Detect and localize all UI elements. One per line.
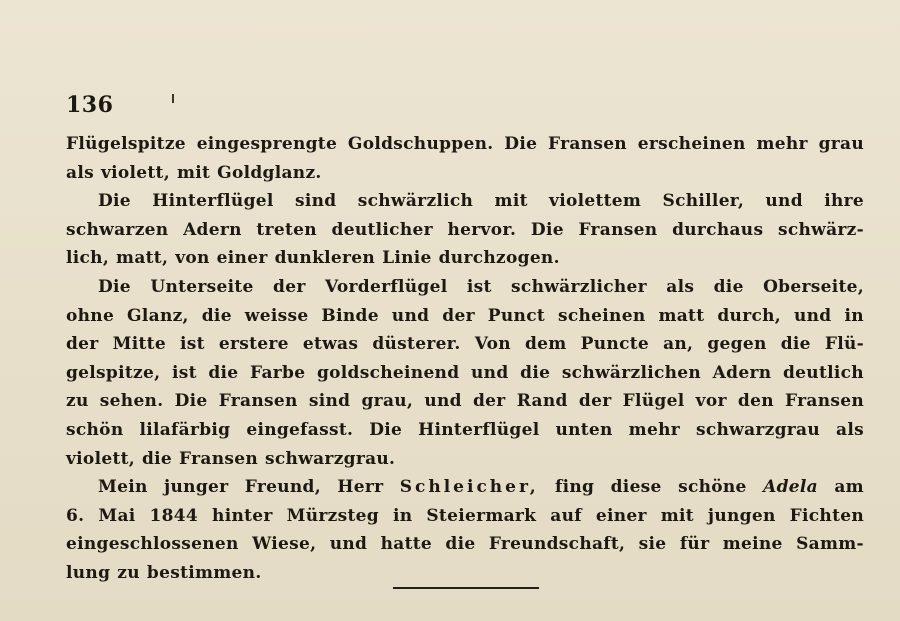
word: hervor. [447, 219, 517, 240]
word: bestimmen. [146, 562, 262, 583]
word: Fransen [179, 448, 258, 469]
word: mehr [756, 134, 808, 154]
word: Adela [763, 477, 818, 498]
word: lich, [66, 248, 110, 269]
word: Mitte [112, 334, 166, 355]
word: weisse [244, 305, 309, 326]
word: die [141, 448, 173, 469]
text-line [66, 334, 864, 363]
word: schön [66, 419, 124, 440]
word: diese [610, 477, 662, 498]
word: die [520, 362, 551, 383]
word: für [679, 534, 710, 555]
text-line [66, 220, 864, 249]
word: lung [66, 562, 111, 583]
word: Goldglanz. [217, 162, 322, 183]
word: vor [695, 391, 727, 412]
word: als [66, 162, 94, 183]
text-line [66, 277, 864, 306]
word: Flügel [622, 391, 685, 412]
word: violettem [549, 191, 642, 212]
word: auf [550, 505, 582, 526]
word: Glanz, [127, 305, 189, 326]
stray-print-mark [172, 94, 174, 103]
word: ist [180, 334, 205, 355]
word: unten [555, 419, 613, 440]
word: Hinterflügel [152, 191, 274, 212]
word: dunkleren [274, 248, 376, 269]
word: der [66, 334, 99, 355]
word: gegen [707, 334, 767, 355]
body-text [66, 134, 864, 592]
word: und [471, 362, 509, 383]
word: in [392, 505, 413, 526]
word: der [442, 305, 475, 326]
word: am [834, 477, 864, 498]
word: Goldschuppen. [347, 134, 494, 154]
word: Die [504, 134, 538, 154]
word: deutlich [783, 362, 864, 383]
word: hatte [380, 534, 432, 555]
word: schwärzlichen [561, 362, 702, 383]
word: Steiermark [426, 505, 537, 526]
word: Die [98, 191, 131, 212]
word: und [765, 191, 803, 212]
word: durch, [717, 305, 781, 326]
text-line [66, 391, 864, 420]
word: Linie [382, 248, 432, 269]
word: durchaus [672, 219, 764, 240]
word: matt, [116, 248, 169, 269]
word: mit [176, 162, 211, 183]
word: Freundschaft, [488, 534, 626, 555]
word: jungen [707, 505, 776, 526]
word: Adern [183, 219, 242, 240]
word: treten [256, 219, 317, 240]
word: Binde [321, 305, 379, 326]
word: schwärz- [777, 219, 864, 240]
word: ist [466, 276, 492, 297]
word: schwarzgrau. [265, 448, 396, 469]
word: schwarzgrau [695, 419, 821, 440]
word: durchzogen. [438, 248, 560, 269]
word: ist [171, 362, 197, 383]
word: die [208, 362, 239, 383]
word: düsterer. [372, 334, 461, 355]
word: deutlicher [331, 219, 433, 240]
word: Mein [98, 477, 148, 498]
word: einer [216, 248, 268, 269]
word: Vorderflügel [324, 276, 448, 297]
word: in [844, 305, 864, 326]
text-line [66, 248, 864, 277]
word: meine [722, 534, 783, 555]
word: schöne [678, 477, 747, 498]
word: Unterseite [150, 276, 254, 297]
word: Fransen [578, 219, 658, 240]
word: Rand [516, 391, 568, 412]
word: und [329, 534, 368, 555]
word: sind [294, 191, 337, 212]
word: mit [660, 505, 694, 526]
word: an, [663, 334, 694, 355]
word: junger [164, 477, 229, 498]
word: grau [818, 134, 864, 154]
word: Mai [98, 505, 136, 526]
word: schwarzen [66, 219, 169, 240]
section-end-rule [393, 587, 539, 589]
word: Die [369, 419, 403, 440]
text-line [66, 134, 864, 163]
word: Freund, [244, 477, 321, 498]
word: von [175, 248, 210, 269]
word: eingeschlossenen [66, 534, 239, 555]
word: lilafärbig [139, 419, 231, 440]
word: Fichten [789, 505, 864, 526]
word: Die [530, 219, 564, 240]
text-line [66, 506, 864, 535]
word: violett, [100, 162, 170, 183]
word: sehen. [99, 391, 164, 412]
word: mit [494, 191, 528, 212]
word: fing [555, 477, 595, 498]
word: schwärzlicher [511, 276, 647, 297]
text-line [66, 163, 864, 192]
word: schwärzlich [357, 191, 474, 212]
word: Hinterflügel [418, 419, 540, 440]
word: sie [638, 534, 667, 555]
text-line [66, 191, 864, 220]
word: 6. [66, 505, 85, 526]
word: hinter [212, 505, 273, 526]
word: Flügelspitze [66, 134, 186, 154]
word: erstere [218, 334, 289, 355]
word: der [578, 391, 612, 412]
word: mehr [628, 419, 680, 440]
text-line [66, 449, 864, 478]
word: Die [174, 391, 208, 412]
word: sind [308, 391, 351, 412]
word: ohne [66, 305, 115, 326]
word: Oberseite, [763, 276, 864, 297]
word: und [424, 391, 462, 412]
word: einer [595, 505, 647, 526]
word: der [473, 391, 506, 412]
word: erscheinen [637, 134, 746, 154]
word: zu [117, 562, 140, 583]
word: die [201, 305, 232, 326]
word: matt [658, 305, 705, 326]
word: goldscheinend [316, 362, 460, 383]
word: und [793, 305, 832, 326]
text-line [66, 363, 864, 392]
word: Wiese, [252, 534, 317, 555]
word: den [737, 391, 774, 412]
word: Von [474, 334, 511, 355]
word: grau, [361, 391, 414, 412]
word: ihre [824, 191, 864, 212]
word: eingefasst. [246, 419, 354, 440]
word: Mürzsteg [286, 505, 379, 526]
word: Farbe [250, 362, 306, 383]
word: Schleicher, [399, 477, 539, 498]
word: gelspitze, [66, 362, 161, 383]
text-line [66, 477, 864, 506]
word: die [713, 276, 744, 297]
word: scheinen [557, 305, 646, 326]
word: Fransen [218, 391, 298, 412]
word: Flü- [824, 334, 864, 355]
word: eingesprengte [196, 134, 338, 154]
word: Fransen [785, 391, 864, 412]
word: der [273, 276, 306, 297]
word: Die [98, 276, 131, 297]
word: Samm- [796, 534, 864, 555]
text-line [66, 306, 864, 335]
word: die [780, 334, 811, 355]
text-line [66, 420, 864, 449]
word: violett, [66, 448, 135, 469]
word: Herr [337, 477, 384, 498]
word: zu [66, 391, 89, 412]
word: die [445, 534, 476, 555]
text-line [66, 534, 864, 563]
word: 1844 [149, 505, 199, 526]
word: Fransen [548, 134, 627, 154]
word: dem [525, 334, 567, 355]
word: und [391, 305, 430, 326]
page-number: 136 [66, 92, 114, 118]
word: als [666, 276, 695, 297]
word: Punct [487, 305, 546, 326]
word: Puncte [580, 334, 649, 355]
word: als [836, 419, 864, 440]
word: Adern [712, 362, 772, 383]
word: etwas [302, 334, 359, 355]
word: Schiller, [662, 191, 745, 212]
